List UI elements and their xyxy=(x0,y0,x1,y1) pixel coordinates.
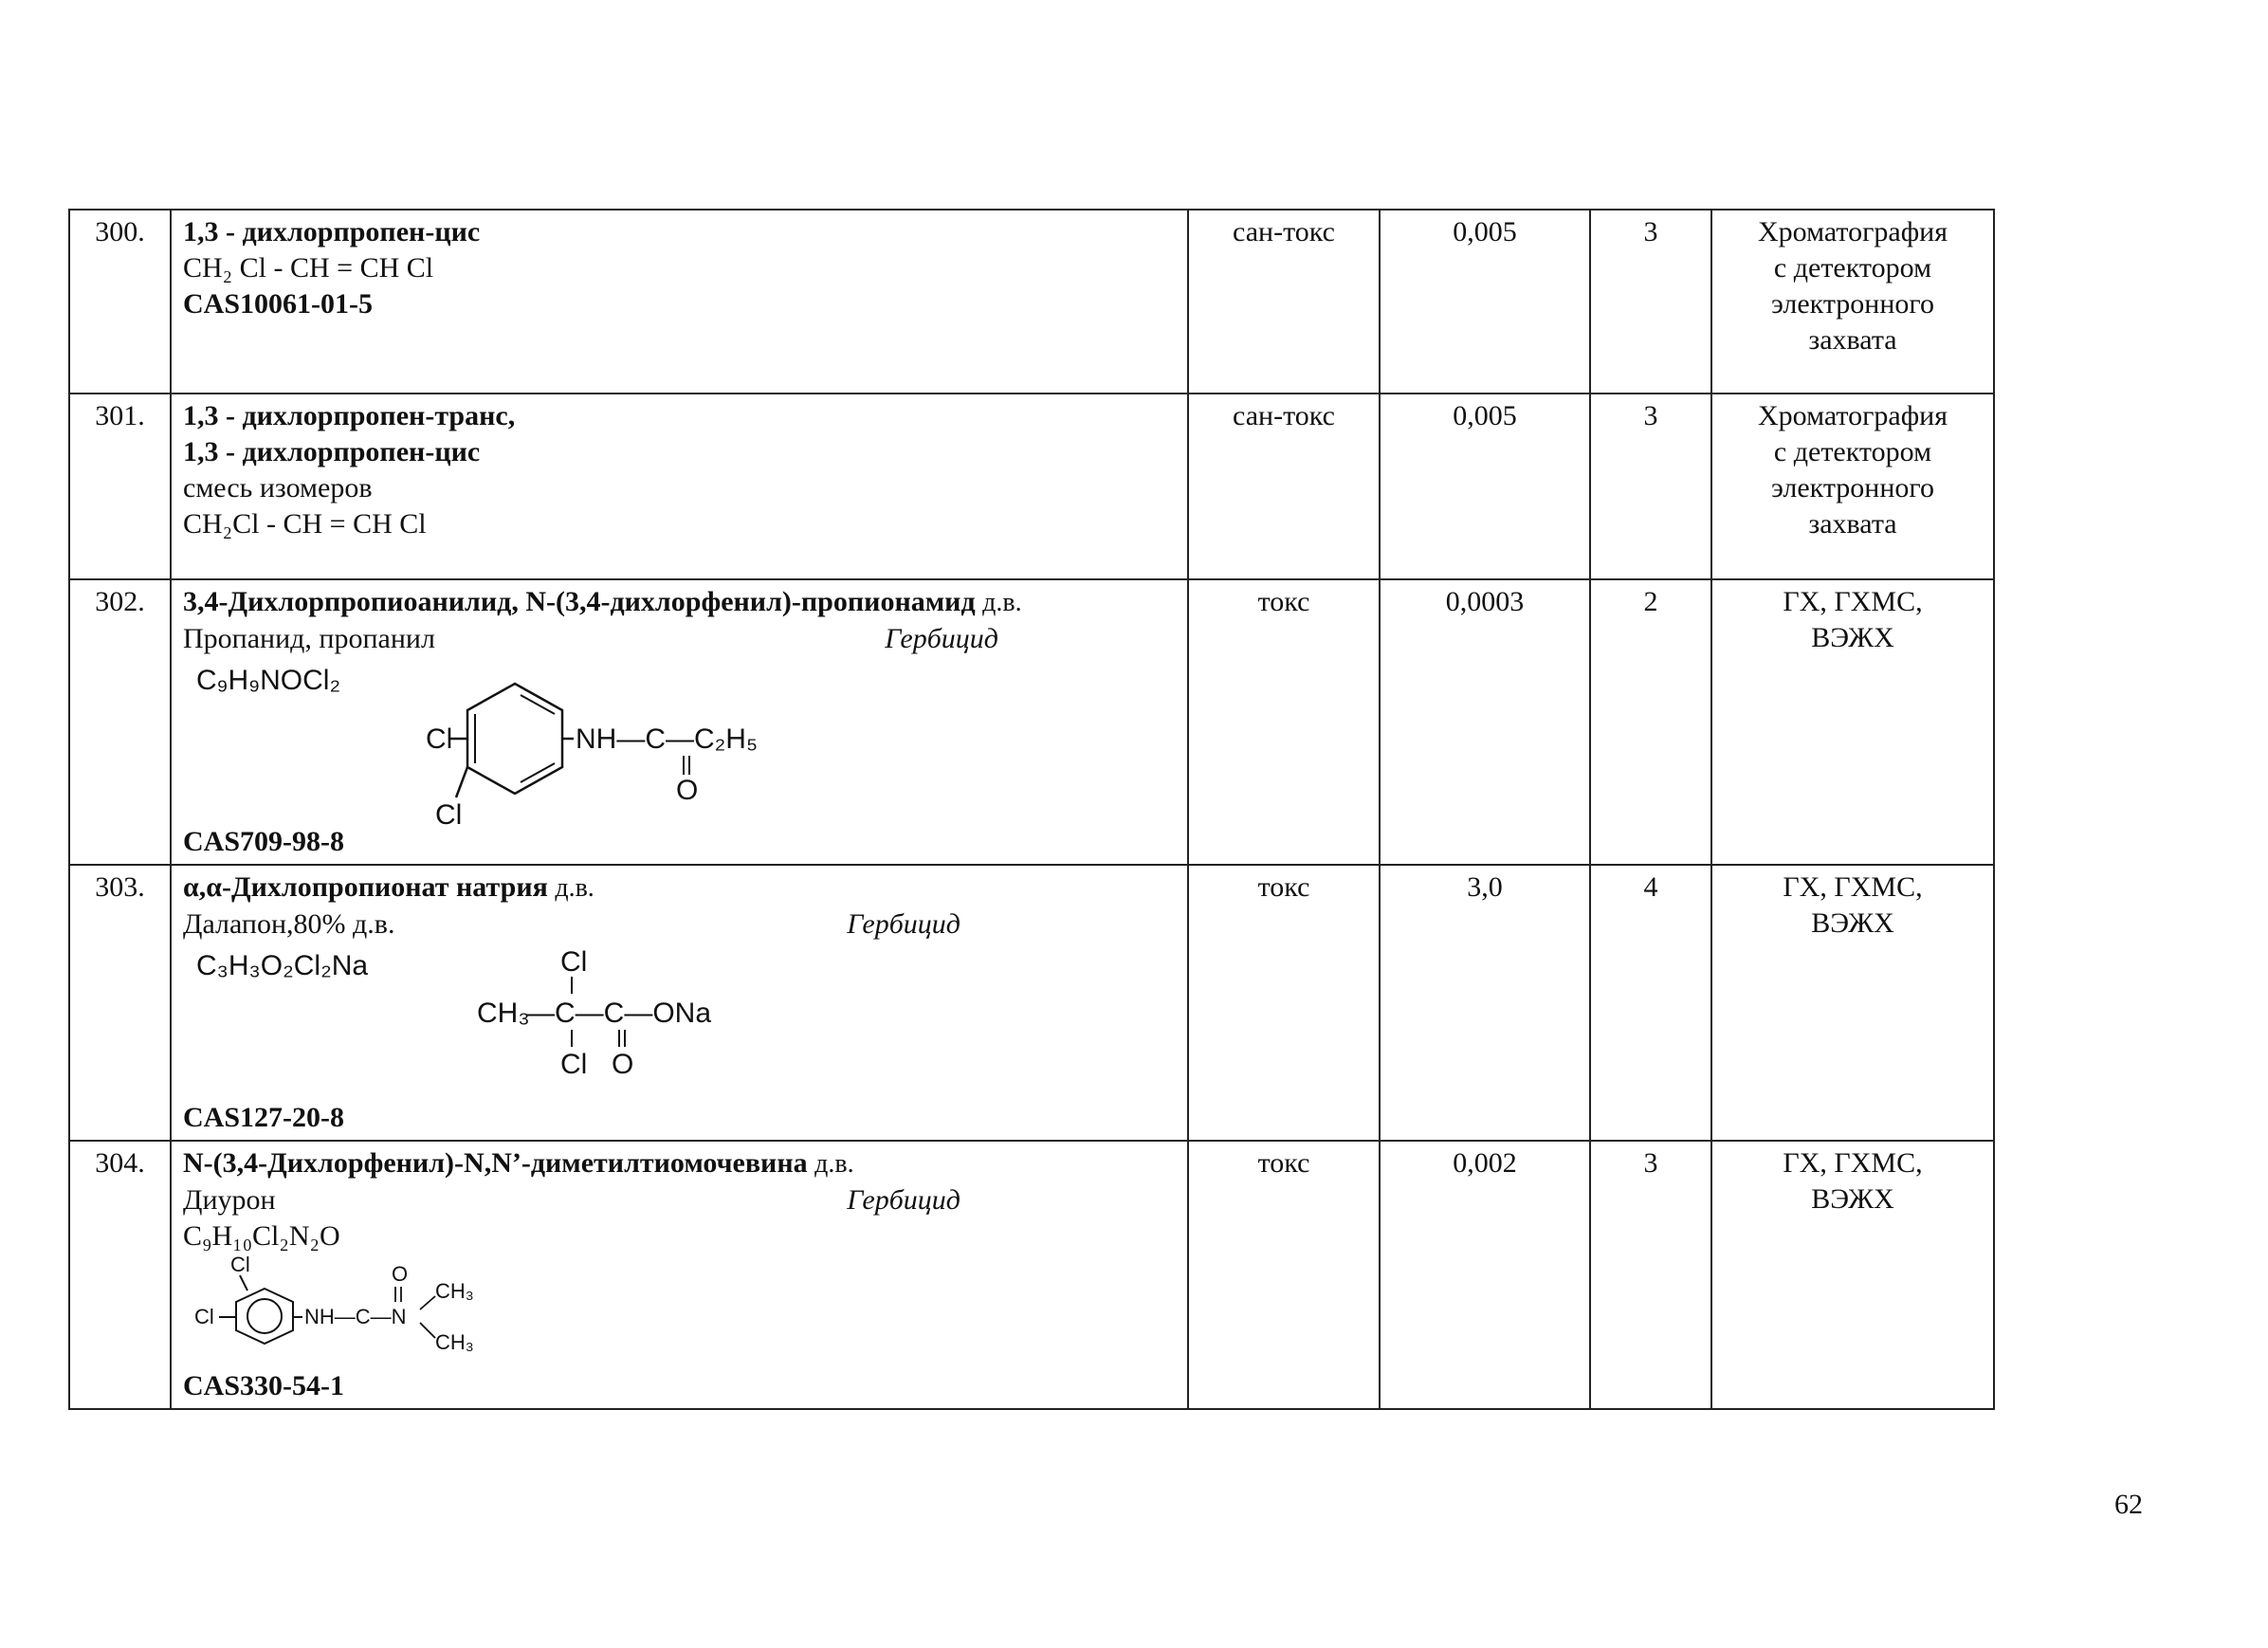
substances-table xyxy=(68,209,1995,1410)
hazard-class: 3 xyxy=(1590,1141,1711,1409)
use-category: Гербицид xyxy=(847,1184,960,1216)
analysis-method xyxy=(1711,865,1994,1141)
side-chain: NH—C—C₂H₅ xyxy=(576,723,759,755)
row-number: 300. xyxy=(69,210,171,394)
substance-name: 3,4-Дихлорпропиоанилид, N-(3,4-дихлорфенил)-пропионамид xyxy=(183,586,976,617)
bond-line xyxy=(420,1296,435,1309)
oxygen-label: O xyxy=(612,1049,634,1080)
method-line: ГХ, ГХМС, xyxy=(1783,586,1923,617)
substance-name: 1,3 - дихлорпропен-цис xyxy=(183,216,481,247)
substance-cell xyxy=(171,210,1188,394)
structural-formula xyxy=(183,657,1176,831)
substance-name: 1,3 - дихлорпропен-цис xyxy=(183,436,481,467)
hazard-indicator: токс xyxy=(1188,579,1380,865)
substance-note: смесь изомеров xyxy=(183,472,373,504)
structure-drawing xyxy=(183,1254,657,1368)
methyl-group: CH₃ xyxy=(435,1279,474,1303)
hazard-indicator: сан-токс xyxy=(1188,210,1380,394)
methyl-group: CH₃ xyxy=(477,998,530,1029)
limit-value: 0,005 xyxy=(1380,394,1590,579)
method-line: ГХ, ГХМС, xyxy=(1783,1147,1923,1179)
table-row xyxy=(69,1141,1994,1409)
chlorine-label: Cl xyxy=(194,1305,214,1328)
bond-line xyxy=(420,1323,435,1338)
method-line: Хроматография xyxy=(1757,216,1948,247)
use-category: Гербицид xyxy=(885,623,998,654)
trade-name: Пропанид, пропанил xyxy=(183,623,435,654)
substance-name: N-(3,4-Дихлорфенил)-N,N’-диметилтиомочевина xyxy=(183,1147,808,1179)
method-line: ВЭЖХ xyxy=(1811,1183,1894,1215)
trade-name: Диурон xyxy=(183,1184,276,1216)
row-number: 302. xyxy=(69,579,171,865)
active-substance-mark: д.в. xyxy=(982,588,1022,617)
trade-name: Далапон,80% д.в. xyxy=(183,908,395,940)
analysis-method xyxy=(1711,394,1994,579)
ring-double-bond xyxy=(521,763,555,782)
benzene-ring xyxy=(467,684,562,794)
substance-cell xyxy=(171,579,1188,865)
bond-line xyxy=(456,767,467,797)
table-row xyxy=(69,210,1994,394)
hazard-indicator: токс xyxy=(1188,865,1380,1141)
brutto-formula: C₃H₃O₂Cl₂Na xyxy=(196,950,369,981)
active-substance-mark: д.в. xyxy=(555,873,594,903)
structural-formula xyxy=(183,1254,1176,1368)
substance-name: 1,3 - дихлорпропен-транс, xyxy=(183,400,516,431)
side-chain: NH—C—N xyxy=(304,1305,407,1328)
row-number: 304. xyxy=(69,1141,171,1409)
oxygen-label: O xyxy=(676,775,699,806)
brutto-formula: C₉H₉NOCl₂ xyxy=(196,665,341,696)
structure-drawing xyxy=(183,943,847,1100)
hazard-class: 2 xyxy=(1590,579,1711,865)
cas-number: CAS330-54-1 xyxy=(183,1370,344,1401)
chlorine-label: Cl xyxy=(426,723,453,755)
hazard-class: 3 xyxy=(1590,394,1711,579)
brutto-formula: C₉H₁₀Cl₂N₂O xyxy=(183,1220,340,1252)
hazard-indicator: сан-токс xyxy=(1188,394,1380,579)
method-line: захвата xyxy=(1808,508,1897,540)
hazard-class: 3 xyxy=(1590,210,1711,394)
method-line: с детектором xyxy=(1773,252,1932,284)
hazard-indicator: токс xyxy=(1188,1141,1380,1409)
carbon-chain: —C—C—ONa xyxy=(526,998,712,1029)
row-number: 303. xyxy=(69,865,171,1141)
substance-cell xyxy=(171,394,1188,579)
oxygen-label: O xyxy=(392,1262,409,1286)
chlorine-label: Cl xyxy=(435,799,463,831)
limit-value: 0,005 xyxy=(1380,210,1590,394)
structure-drawing xyxy=(183,657,847,831)
hazard-class: 4 xyxy=(1590,865,1711,1141)
analysis-method xyxy=(1711,1141,1994,1409)
analysis-method xyxy=(1711,579,1994,865)
cas-number: CAS709-98-8 xyxy=(183,826,344,857)
active-substance-mark: д.в. xyxy=(814,1149,854,1179)
bond-line xyxy=(240,1275,247,1291)
page-number: 62 xyxy=(2114,1489,2143,1520)
method-line: электронного xyxy=(1771,472,1934,504)
cas-number: CAS10061-01-5 xyxy=(183,288,373,320)
structural-formula xyxy=(183,943,1176,1100)
substance-cell xyxy=(171,865,1188,1141)
method-line: захвата xyxy=(1808,324,1897,356)
cas-number: CAS127-20-8 xyxy=(183,1102,344,1133)
method-line: ГХ, ГХМС, xyxy=(1783,871,1923,903)
ring-double-bond xyxy=(521,695,555,714)
chlorine-label: Cl xyxy=(560,946,588,978)
row-number: 301. xyxy=(69,394,171,579)
chemical-formula: CH₂Cl - CH = CH Cl xyxy=(183,508,427,540)
chemical-formula: CH₂ Cl - CH = CH Cl xyxy=(183,252,434,284)
method-line: ВЭЖХ xyxy=(1811,622,1894,653)
analysis-method xyxy=(1711,210,1994,394)
methyl-group: CH₃ xyxy=(435,1330,474,1354)
table-row xyxy=(69,394,1994,579)
limit-value: 0,002 xyxy=(1380,1141,1590,1409)
method-line: с детектором xyxy=(1773,436,1932,467)
table-row xyxy=(69,579,1994,865)
method-line: ВЭЖХ xyxy=(1811,907,1894,939)
method-line: Хроматография xyxy=(1757,400,1948,431)
chlorine-label: Cl xyxy=(560,1049,588,1080)
substance-name: α,α-Дихлопропионат натрия xyxy=(183,871,548,903)
limit-value: 0,0003 xyxy=(1380,579,1590,865)
limit-value: 3,0 xyxy=(1380,865,1590,1141)
use-category: Гербицид xyxy=(847,908,960,940)
table-row xyxy=(69,865,1994,1141)
aromatic-circle xyxy=(247,1299,282,1333)
chlorine-label: Cl xyxy=(230,1253,250,1276)
substance-cell xyxy=(171,1141,1188,1409)
method-line: электронного xyxy=(1771,288,1934,320)
benzene-ring xyxy=(236,1289,293,1344)
